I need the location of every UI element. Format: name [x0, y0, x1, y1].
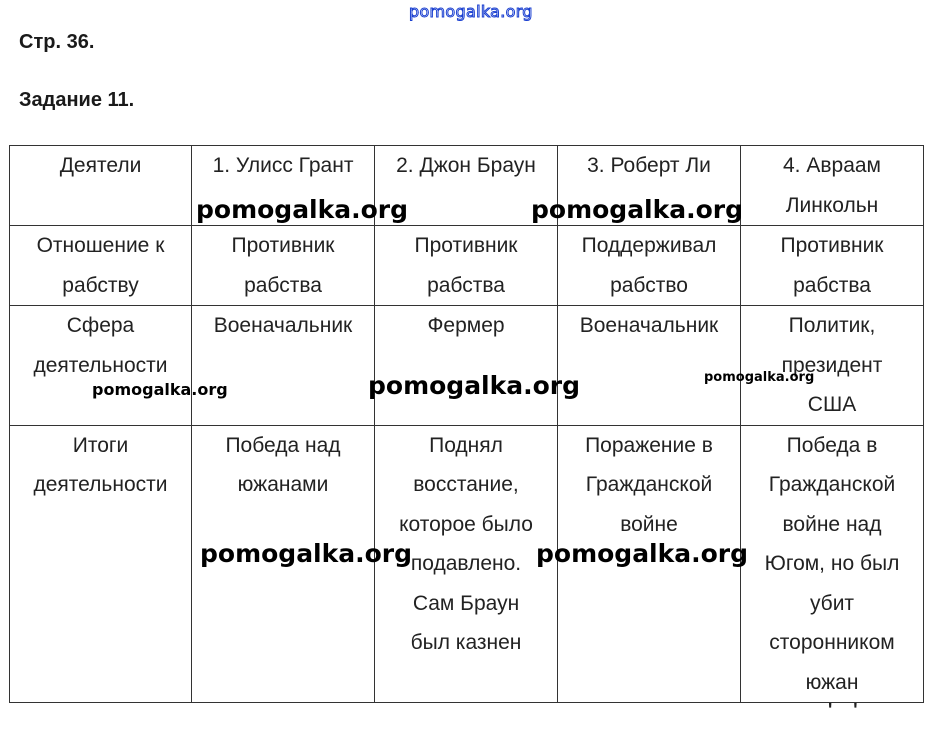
table-cell: Фермер — [375, 306, 558, 426]
top-watermark: pomogalka.org — [409, 2, 533, 21]
table-row — [10, 226, 924, 306]
table-cell: 1. Улисс Грант — [192, 146, 375, 226]
table-cell: 3. Роберт Ли — [558, 146, 741, 226]
table-cell: Победа над южанами — [192, 425, 375, 703]
watermark: pomogalka.org — [531, 195, 744, 224]
watermark: pomogalka.org — [200, 539, 413, 568]
figures-table — [9, 145, 924, 703]
table-row — [10, 146, 924, 226]
table-cell: 4. Авраам Линкольн — [741, 146, 924, 226]
table-cell: Противник рабства — [375, 226, 558, 306]
table-cell: Политик, президент США — [741, 306, 924, 426]
table-cell: Поражение в Гражданской войне — [558, 425, 741, 703]
page-reference: Стр. 36. — [19, 31, 95, 53]
table-cell: 2. Джон Браун — [375, 146, 558, 226]
table-cell: Победа в Гражданской войне над Югом, но был убит сторонником южан — [741, 425, 924, 703]
watermark: pomogalka.org — [196, 195, 409, 224]
table-cell: Итоги деятельности — [10, 425, 192, 703]
table-cell: Противник рабства — [741, 226, 924, 306]
table-cell: Военачальник — [558, 306, 741, 426]
watermark: pomogalka.org — [368, 371, 581, 400]
table-cell: Военачальник — [192, 306, 375, 426]
stray-marks: ' ' — [828, 700, 866, 720]
watermark: pomogalka.org — [704, 370, 815, 385]
table-cell: Противник рабства — [192, 226, 375, 306]
table-cell: Поднял восстание, которое было подавлено. Сам Браун был казнен — [375, 425, 558, 703]
table-cell: Деятели — [10, 146, 192, 226]
table-row — [10, 425, 924, 703]
task-title: Задание 11. — [19, 89, 135, 111]
table-row — [10, 306, 924, 426]
watermark: pomogalka.org — [92, 380, 228, 399]
table-cell: Поддерживал рабство — [558, 226, 741, 306]
table-cell: Сфера деятельности — [10, 306, 192, 426]
watermark: pomogalka.org — [536, 539, 749, 568]
table-cell: Отношение к рабству — [10, 226, 192, 306]
